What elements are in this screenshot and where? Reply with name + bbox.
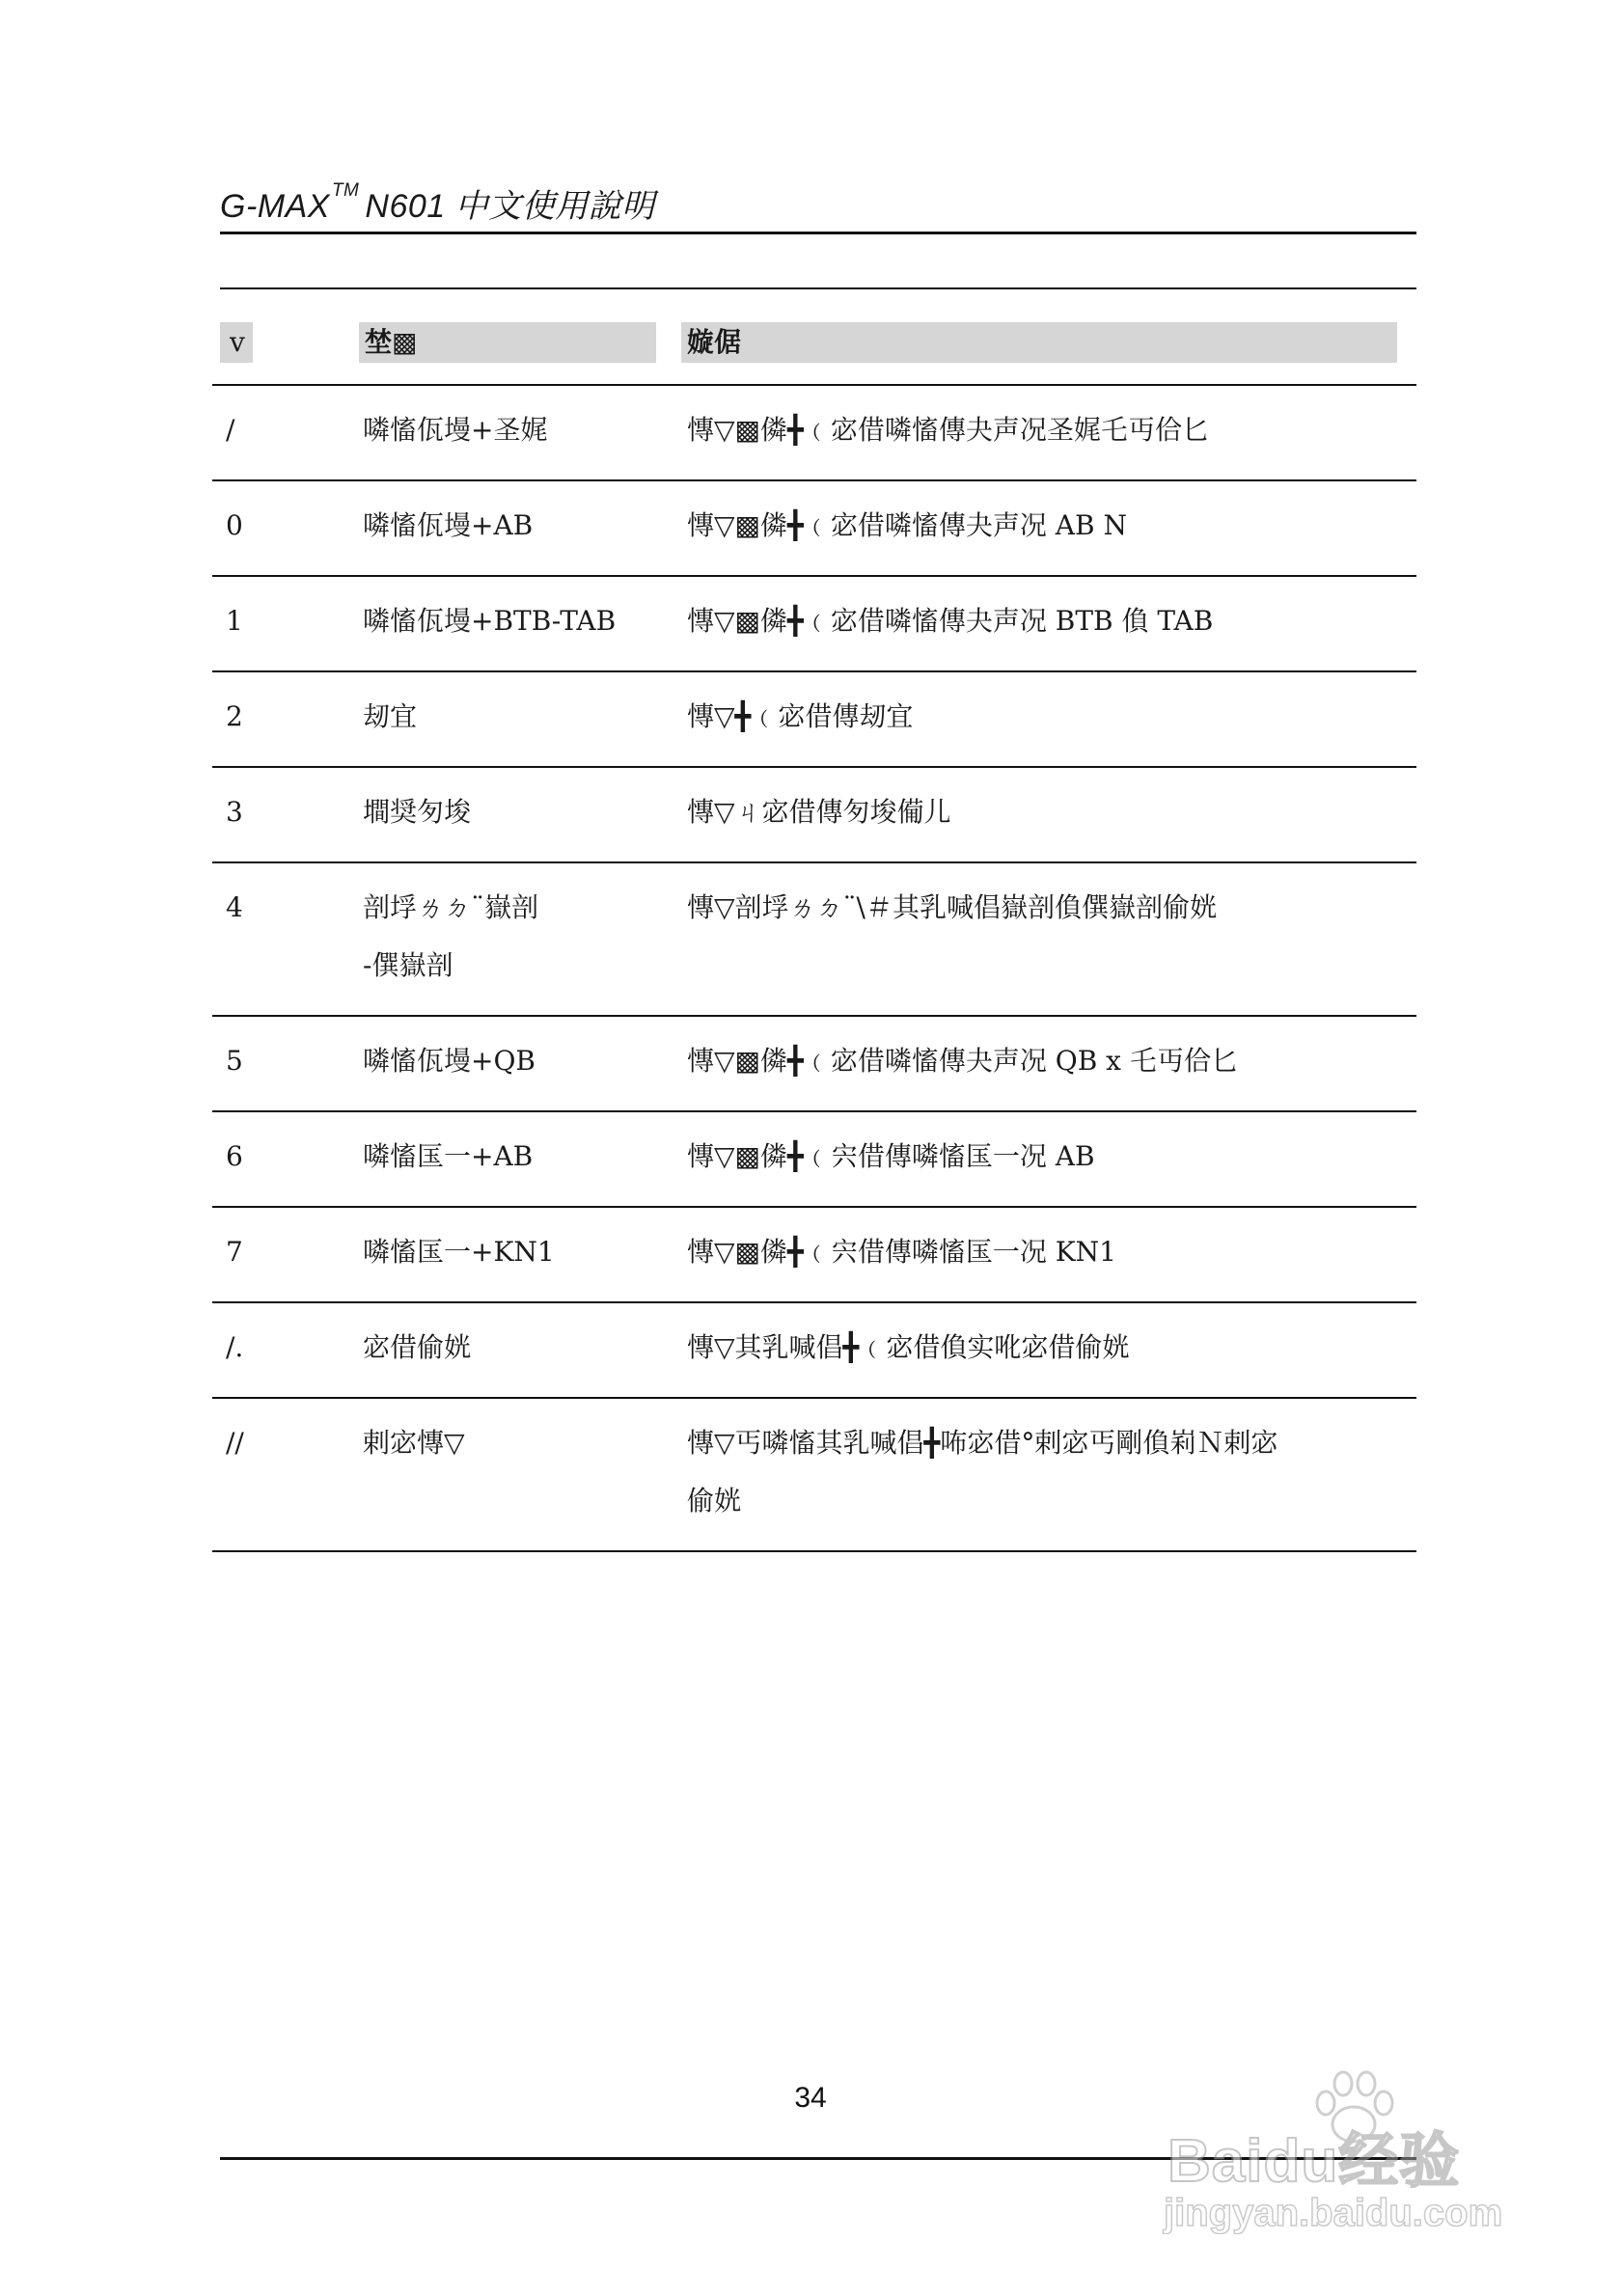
row-key: 3 — [226, 796, 243, 828]
row-key: /. — [226, 1331, 244, 1363]
row-description: 慱▽▩僯╋﹙宍借傳噒慉匤一况 KN1 — [687, 1236, 1116, 1268]
row-description: 慱▽▩僯╋﹙宍借傳噒慉匤一况 AB — [687, 1140, 1095, 1172]
row-description: 慱▽╋﹙宓借傳刼宜 — [687, 700, 914, 732]
row-key: 1 — [226, 605, 243, 637]
row-name: 噒慉佤墁+AB — [363, 509, 534, 541]
row-key: 5 — [226, 1045, 243, 1077]
table-row — [212, 577, 1416, 672]
watermark-brand: Baidu经验 — [1168, 2128, 1461, 2195]
page-number: 34 — [794, 2082, 827, 2114]
table-header-row — [212, 289, 1416, 386]
baidu-watermark — [1158, 2064, 1544, 2257]
table-row — [212, 1303, 1416, 1399]
row-name: 噒慉佤墁+BTB-TAB — [363, 605, 617, 637]
table-row — [212, 1017, 1416, 1112]
row-description: 慱▽剖垺ㄌㄉ¨\＃其乳喊倡嶽剖偩僎嶽剖偷姯 — [687, 891, 1217, 923]
row-name: 墹奨匇埈 — [363, 796, 472, 828]
table-row — [212, 863, 1416, 1017]
row-name: 噒慉佤墁+QB — [363, 1045, 536, 1077]
row-key: 7 — [226, 1236, 243, 1268]
column-header-key: v — [220, 322, 253, 363]
table-row — [212, 1112, 1416, 1208]
row-name: 宓借偷姯 — [363, 1331, 472, 1363]
table-row — [212, 1208, 1416, 1303]
command-table — [212, 289, 1416, 1552]
watermark-url: jingyan.baidu.com — [1164, 2192, 1503, 2234]
row-description: 慱▽▩僯╋﹙宓借噒慉傳夬声况 AB N — [687, 509, 1127, 541]
row-description: 慱▽▩僯╋﹙宓借噒慉傳夬声况 BTB 偩 TAB — [687, 605, 1214, 637]
row-key: / — [226, 414, 235, 446]
table-row — [212, 672, 1416, 768]
page-header — [220, 154, 1416, 232]
row-description: 慱▽▩僯╋﹙宓借噒慉傳夬声况圣娓乇丏佮匕 — [687, 414, 1209, 446]
row-name: 噒慉佤墁+圣娓 — [363, 414, 548, 446]
row-key: 4 — [226, 891, 243, 923]
title-prefix: G-MAX — [220, 188, 330, 225]
row-description: 慱▽ㄐ宓借傳匇埈僃儿 — [687, 796, 951, 828]
table-body — [212, 386, 1416, 1552]
title-suffix: N601 中文使用說明 — [365, 188, 655, 225]
document-title — [220, 179, 655, 227]
row-name: 噒慉匤一+KN1 — [363, 1236, 555, 1268]
row-key: // — [226, 1427, 244, 1459]
row-name: 刼宜 — [363, 700, 418, 732]
row-key: 6 — [226, 1140, 243, 1172]
row-name: 剌宓慱▽ — [363, 1427, 465, 1459]
row-name: 剖垺ㄌㄉ¨嶽剖 -僎嶽剖 — [363, 891, 539, 981]
row-key: 0 — [226, 509, 243, 541]
row-description: 慱▽▩僯╋﹙宓借噒慉傳夬声况 QB x 乇丏佮匕 — [687, 1045, 1238, 1077]
row-name: 噒慉匤一+AB — [363, 1140, 534, 1172]
table-row — [212, 768, 1416, 863]
row-description: 慱▽丐噒慉其乳喊倡╋咘宓借°剌宓丐剛偩峲Ｎ剌宓 偷姯 — [687, 1427, 1278, 1517]
row-key: 2 — [226, 700, 243, 732]
row-description: 慱▽其乳喊倡╋﹙宓借偩实吪宓借偷姯 — [687, 1331, 1130, 1363]
table-row — [212, 481, 1416, 577]
column-header-name: 埜▩ — [359, 322, 656, 363]
table-row — [212, 386, 1416, 481]
table-row — [212, 1399, 1416, 1552]
header-divider — [220, 232, 1416, 234]
column-header-description: 嫙倨 — [681, 322, 1397, 363]
trademark-mark: TM — [331, 180, 360, 201]
